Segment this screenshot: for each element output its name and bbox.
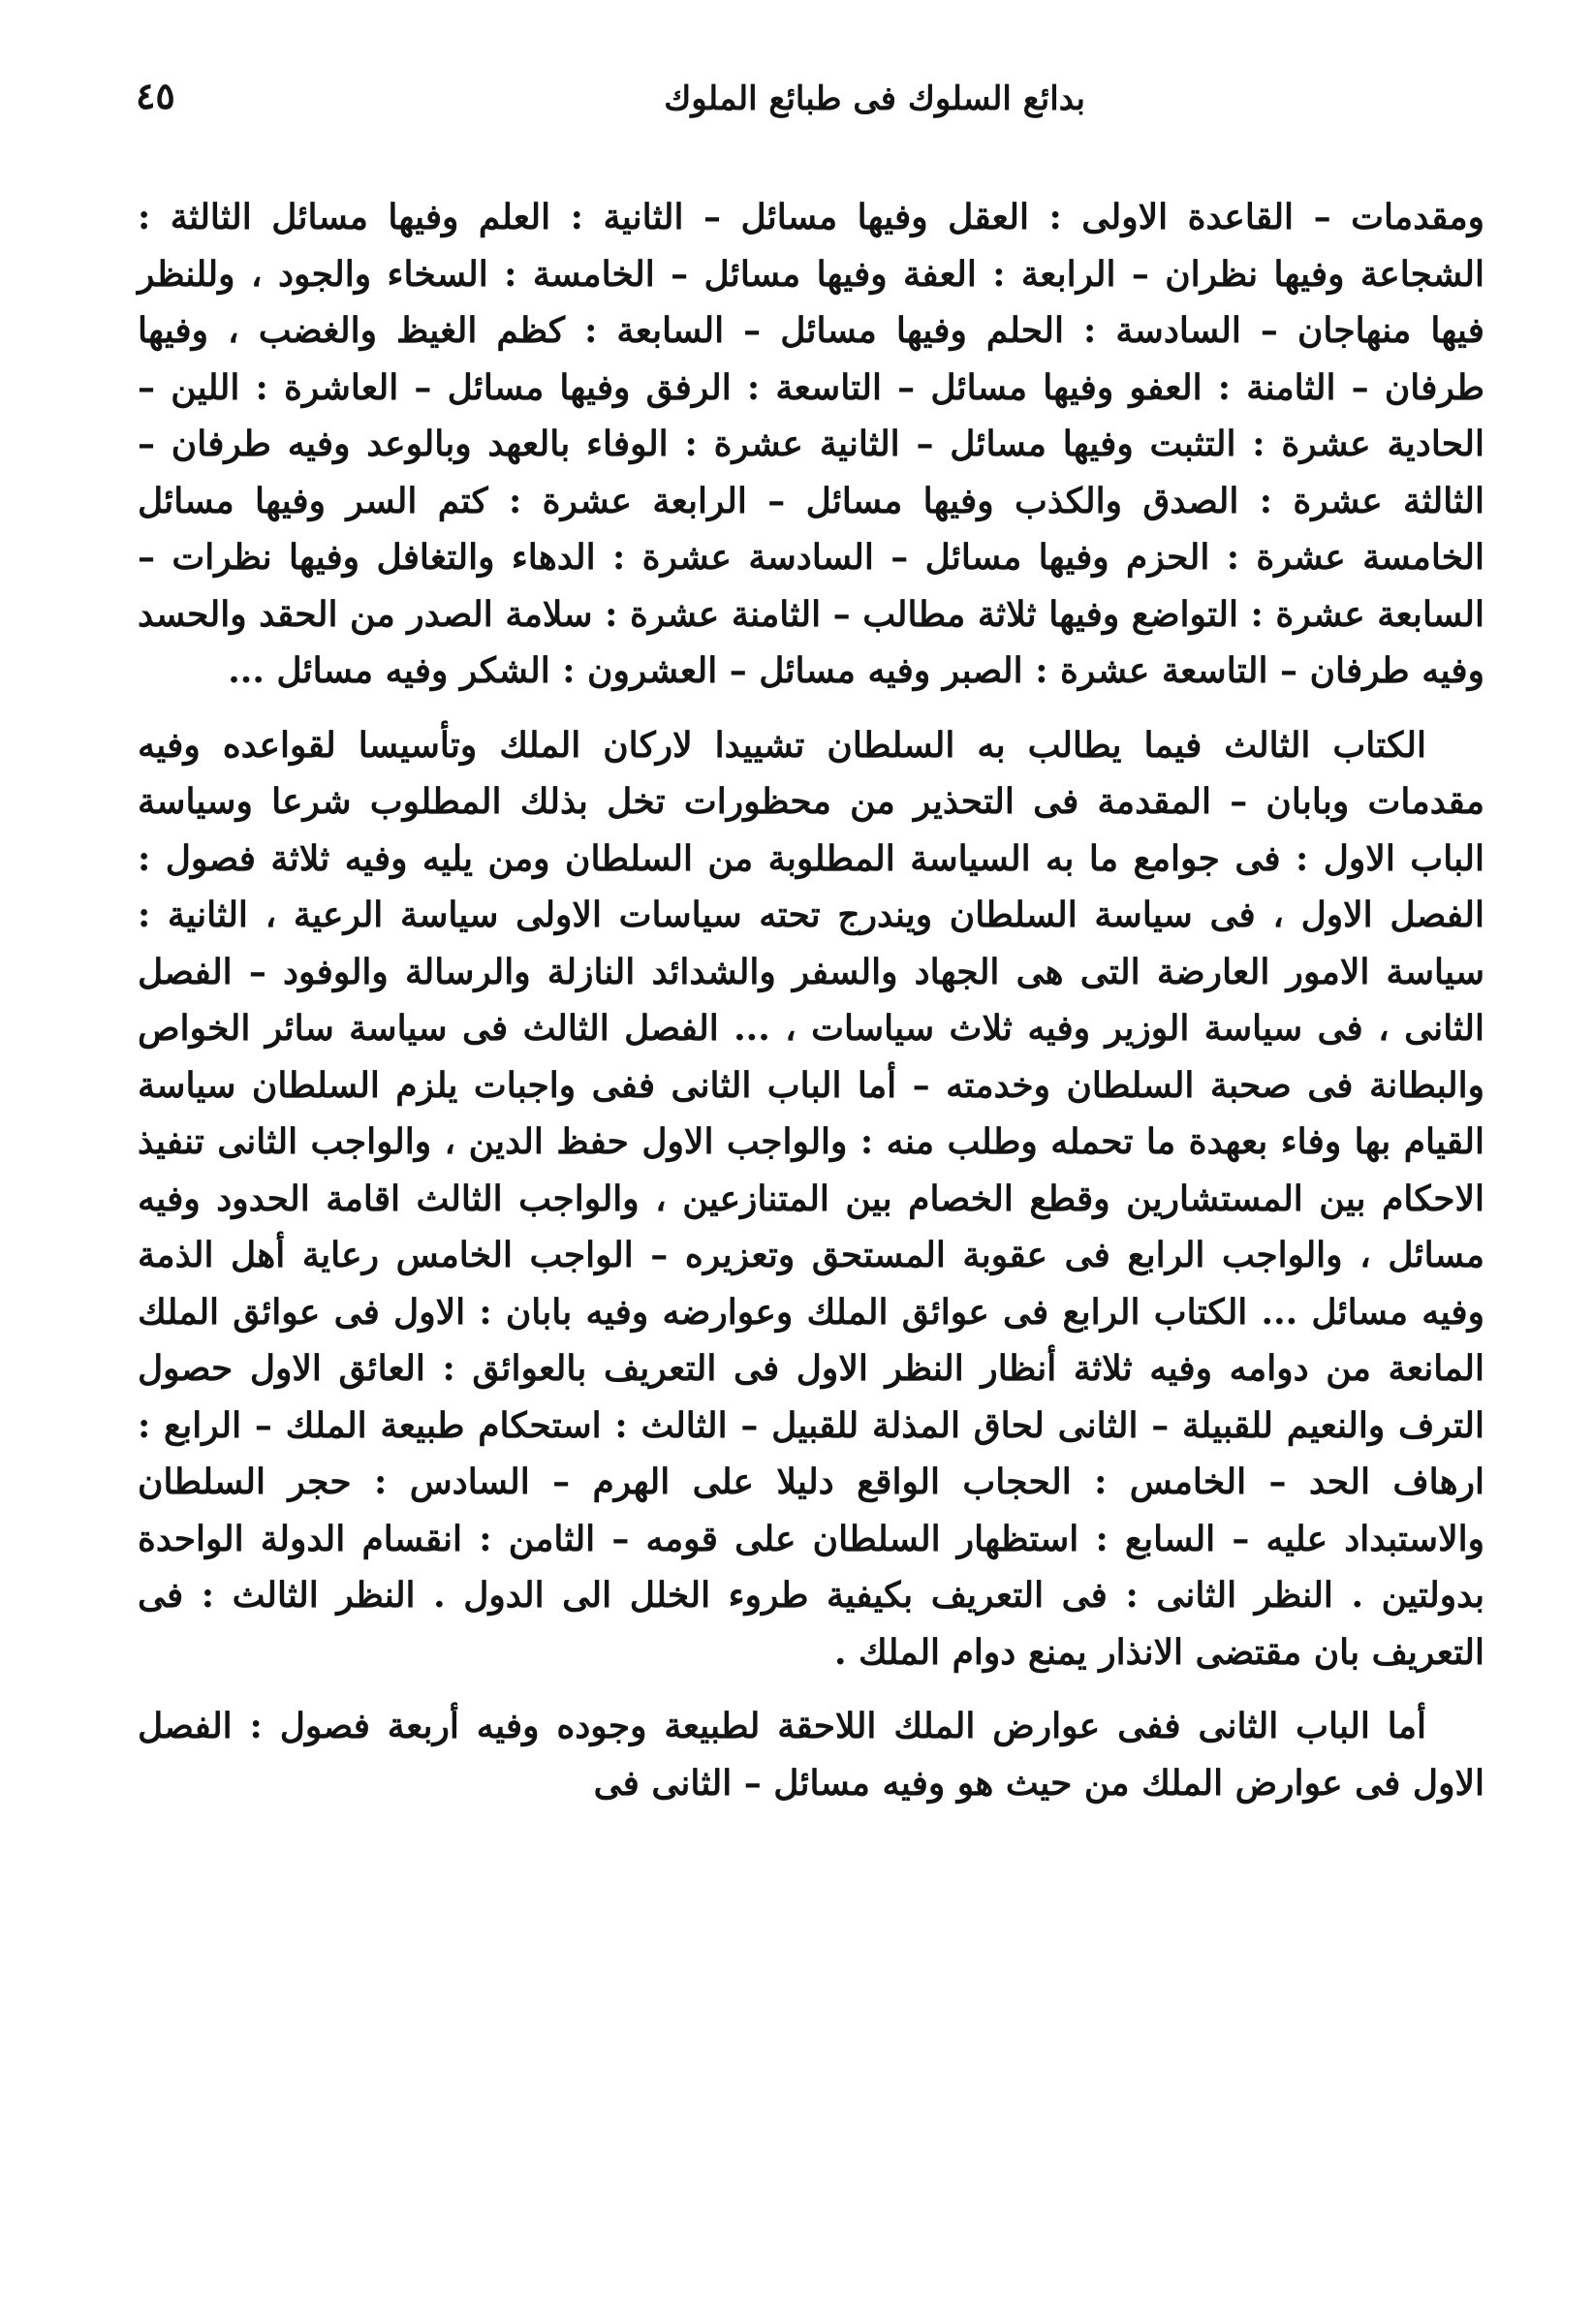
paragraph-2: الكتاب الثالث فيما يطالب به السلطان تشييدا لاركان الملك وتأسيسا لقواعده وفيه مقدمات وبابان – المقدمة فى التحذير من محظورات تخل بذلك المطلوب شرعا وسياسة الباب الاول : فى جوامع ما به السياسة المطلوبة من السلطان ومن يليه وفيه ثلاثة فصول : الفصل الاول ، فى سياسة السلطان ويندرج تحته سياسات الاولى سياسة الرعية ، الثانية : سياسة الامور العارضة التى هى الجهاد والسفر والشدائد النازلة والرسالة والوفود – الفصل الثانى ، فى سياسة الوزير وفيه ثلاث سياسات ، ... الفصل الثالث فى سياسة سائر الخواص والبطانة فى صحبة السلطان وخدمته – أما الباب الثانى ففى واجبات يلزم السلطان سياسة القيام بها وفاء بعهدة ما تحمله وطلب منه : والواجب الاول حفظ الدين ، والواجب الثانى تنفيذ الاحكام بين المستشارين وقطع الخصام بين المتنازعين ، والواجب الثالث اقامة الحدود وفيه مسائل ، والواجب الرابع فى عقوبة المستحق وتعزيره – الواجب الخامس رعاية أهل الذمة وفيه مسائل ... الكتاب الرابع فى عوائق الملك وعوارضه وفيه بابان : الاول فى عوائق الملك المانعة من دوامه وفيه ثلاثة أنظار النظر الاول فى التعريف بالعوائق : العائق الاول حصول الترف والنعيم للقبيلة – الثانى لحاق المذلة للقبيل – الثالث : استحكام طبيعة الملك – الرابع : ارهاف الحد – الخامس : الحجاب الواقع دليلا على الهرم – السادس : حجر السلطان والاستبداد عليه – السابع : استظهار السلطان على قومه – الثامن : انقسام الدولة الواحدة بدولتين . النظر الثانى : فى التعريف بكيفية طروء الخلل الى الدول . النظر الثالث : فى التعريف بان مقتضى الانذار يمنع دوام الملك . [138,724,1485,1673]
running-header [136,68,1492,136]
page-number: ٤٥ [136,74,175,117]
running-title: بدائع السلوك فى طبائع الملوك [664,79,1085,118]
paragraph-1: ومقدمات – القاعدة الاولى : العقل وفيها مسائل – الثانية : العلم وفيها مسائل الثالثة : الشجاعة وفيها نظران – الرابعة : العفة وفيها مسائل – الخامسة : السخاء والجود ، وللنظر فيها منهاجان – السادسة : الحلم وفيها مسائل – السابعة : كظم الغيظ والغضب ، وفيها طرفان – الثامنة : العفو وفيها مسائل – التاسعة : الرفق وفيها مسائل – العاشرة : اللين – الحادية عشرة : التثبت وفيها مسائل – الثانية عشرة : الوفاء بالعهد وبالوعد وفيه طرفان – الثالثة عشرة : الصدق والكذب وفيها مسائل – الرابعة عشرة : كتم السر وفيها مسائل الخامسة عشرة : الحزم وفيها مسائل – السادسة عشرة : الدهاء والتغافل وفيها نظرات – السابعة عشرة : التواضع وفيها ثلاثة مطالب – الثامنة عشرة : سلامة الصدر من الحقد والحسد وفيه طرفان – التاسعة عشرة : الصبر وفيه مسائل – العشرون : الشكر وفيه مسائل ... [138,197,1484,691]
body-text [138,189,1484,1811]
paragraph-3: أما الباب الثانى ففى عوارض الملك اللاحقة لطبيعة وجوده وفيه أربعة فصول : الفصل الاول فى عوارض الملك من حيث هو وفيه مسائل – الثانى فى [138,1706,1484,1804]
